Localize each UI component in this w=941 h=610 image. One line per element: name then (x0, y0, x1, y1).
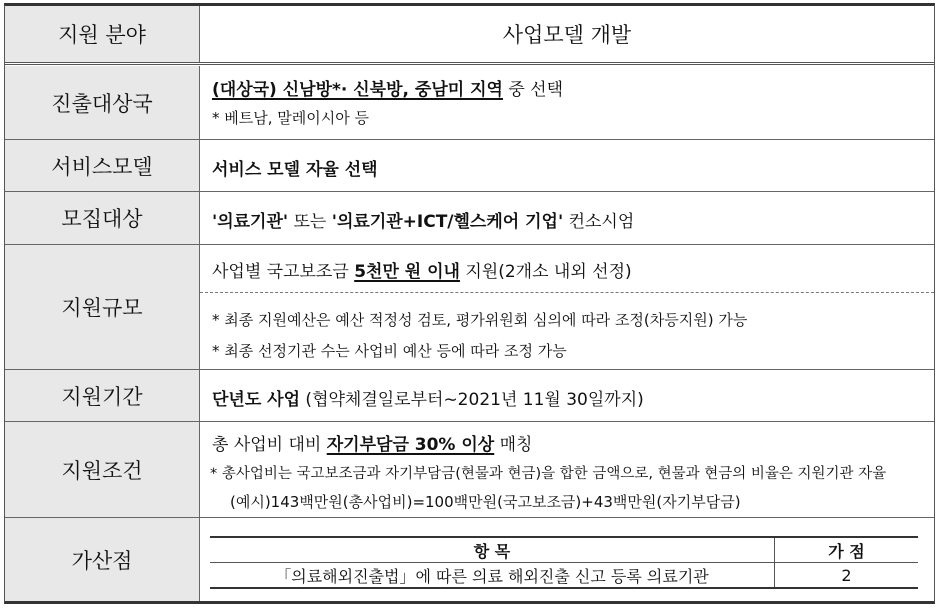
row-label-period: 지원기간 (5, 370, 200, 421)
period-single-year: 단년도 사업 (212, 390, 301, 410)
row-value-period (200, 370, 934, 421)
scale-post: 지원(2개소 내외 선정) (459, 262, 632, 282)
row-value-country (200, 66, 934, 139)
target-or: 또는 (288, 212, 332, 232)
condition-post: 매칭 (494, 435, 533, 455)
country-note: * 베트남, 말레이시아 등 (212, 109, 369, 127)
bonus-table-header (210, 538, 918, 563)
header-field-label: 지원 분야 (5, 6, 200, 62)
condition-note-1: * 총사업비는 국고보조금과 자기부담금(현물과 현금)을 합한 금액으로, 현물과 현금의 비율은 지원기관 자율 (210, 466, 887, 482)
scale-pre: 사업별 국고보조금 (212, 262, 355, 282)
condition-pre: 총 사업비 대비 (212, 435, 327, 455)
row-service-model (5, 140, 934, 192)
row-value-target (200, 192, 934, 244)
row-value-condition (200, 422, 934, 517)
header-content-label: 사업모델 개발 (502, 23, 632, 47)
country-regions: (대상국) 신남방*· 신북방, 중남미 지역 (212, 80, 503, 100)
target-consortium: 컨소시엄 (563, 212, 635, 232)
row-support-scale (5, 245, 934, 370)
condition-self-funding: 자기부담금 30% 이상 (326, 435, 495, 455)
row-label-target: 모집대상 (5, 192, 200, 244)
row-support-condition (5, 422, 934, 518)
support-table (4, 3, 935, 604)
bonus-col-point: 가 점 (828, 541, 865, 561)
row-value-model (200, 140, 934, 191)
row-recruit-target (5, 192, 934, 245)
model-text: 서비스 모델 자율 선택 (212, 160, 378, 180)
row-value-scale (200, 245, 934, 369)
row-label-model: 서비스모델 (5, 140, 200, 191)
condition-note-2: (예시)143백만원(총사업비)=100백만원(국고보조금)+43백만원(자기부담금) (230, 493, 741, 511)
row-label-condition: 지원조건 (5, 422, 200, 517)
bonus-table-row (210, 563, 918, 587)
row-label-scale: 지원규모 (5, 245, 200, 369)
target-consortium-members: '의료기관+ICT/헬스케어 기업' (331, 212, 564, 232)
row-label-country: 진출대상국 (5, 66, 200, 139)
row-bonus-points (5, 518, 934, 601)
row-support-period (5, 370, 934, 422)
scale-note-1: * 최종 지원예산은 예산 적정성 검토, 평가위원회 심의에 따라 조정(차등지원) 가능 (212, 311, 748, 329)
country-choose: 중 선택 (502, 80, 564, 100)
table-header (5, 6, 934, 65)
bonus-point: 2 (841, 565, 852, 585)
scale-note-2: * 최종 선정기관 수는 사업비 예산 등에 따라 조정 가능 (212, 342, 567, 360)
row-target-country (5, 66, 934, 140)
row-label-bonus: 가산점 (5, 518, 200, 601)
bonus-item: 「의료해외진출법」에 따른 의료 해외진출 신고 등록 의료기관 (210, 563, 775, 587)
row-value-bonus (200, 518, 934, 601)
scale-amount: 5천만 원 이내 (354, 262, 460, 282)
period-range: (협약체결일로부터∼2021년 11월 30일까지) (300, 390, 644, 410)
target-medical: '의료기관' (212, 212, 289, 232)
bonus-table (210, 536, 918, 589)
scale-divider (200, 292, 934, 293)
bonus-col-item: 항 목 (210, 538, 775, 562)
